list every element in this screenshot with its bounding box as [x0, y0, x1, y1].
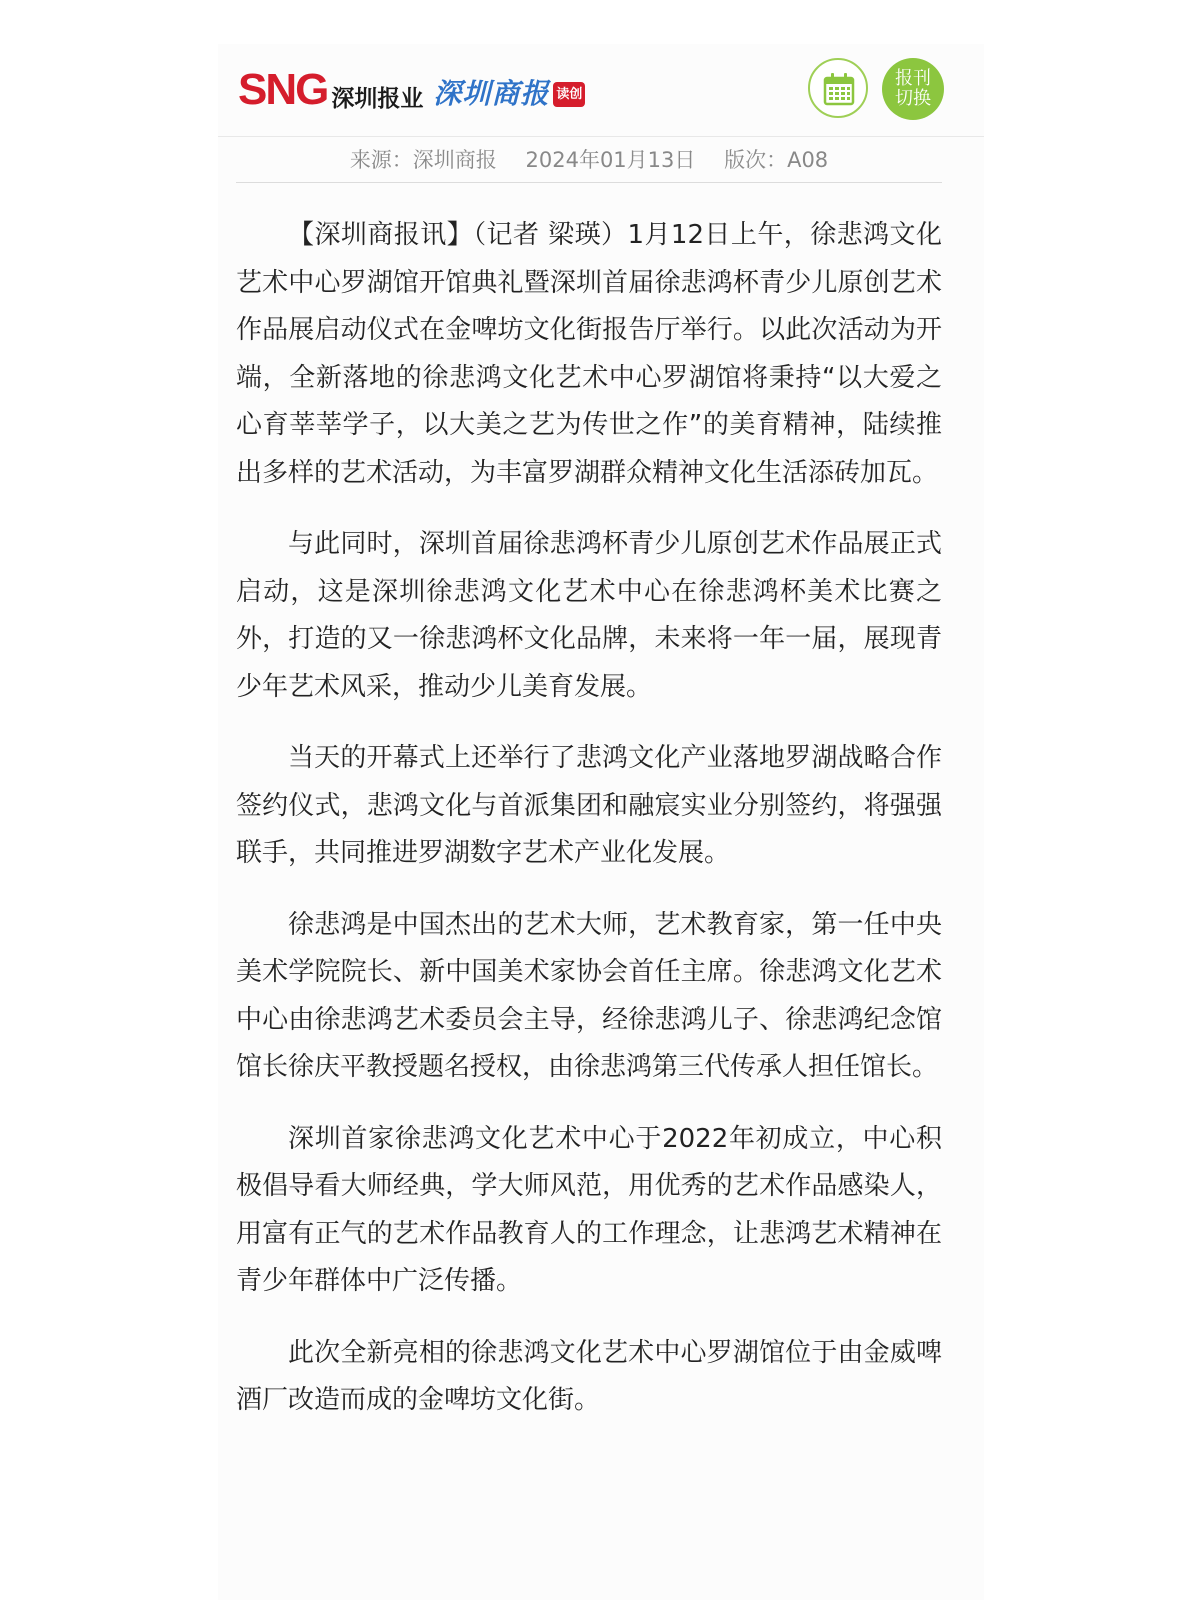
article-body: [236, 212, 942, 1449]
meta-page: 版次：A08: [724, 148, 829, 172]
article-paragraph: 徐悲鸿是中国杰出的艺术大师，艺术教育家，第一任中央美术学院院长、新中国美术家协会首任主席。徐悲鸿文化艺术中心由徐悲鸿艺术委员会主导，经徐悲鸿儿子、徐悲鸿纪念馆馆长徐庆平教授题名授权，由徐悲鸿第三代传承人担任馆长。: [236, 909, 942, 1082]
article-paragraph: 深圳首家徐悲鸿文化艺术中心于2022年初成立，中心积极倡导看大师经典，学大师风范，用优秀的艺术作品感染人，用富有正气的艺术作品教育人的工作理念，让悲鸿艺术精神在青少年群体中广泛传播。: [236, 1123, 942, 1296]
article-paragraph: 【深圳商报讯】（记者 梁瑛）1月12日上午，徐悲鸿文化艺术中心罗湖馆开馆典礼暨深圳首届徐悲鸿杯青少儿原创艺术作品展启动仪式在金啤坊文化街报告厅举行。以此次活动为开端，全新落地的徐悲鸿文化艺术中心罗湖馆将秉持“以大爱之心育莘莘学子，以大美之艺为传世之作”的美育精神，陆续推出多样的艺术活动，为丰富罗湖群众精神文化生活添砖加瓦。: [236, 220, 942, 488]
sng-logo[interactable]: [238, 64, 585, 116]
header: [218, 44, 984, 137]
switch-label-line2: 切换: [895, 88, 931, 109]
article-container: [218, 44, 984, 1600]
logo-tag: 读创: [553, 82, 585, 107]
calendar-button[interactable]: [808, 58, 868, 118]
logo-sng-text: SNG: [238, 65, 328, 114]
article-paragraph: 与此同时，深圳首届徐悲鸿杯青少儿原创艺术作品展正式启动，这是深圳徐悲鸿文化艺术中心在徐悲鸿杯美术比赛之外，打造的又一徐悲鸿杯文化品牌，未来将一年一届，展现青少年艺术风采，推动少儿美育发展。: [236, 529, 942, 702]
logo-paper-name: 深圳商报: [433, 77, 550, 110]
calendar-icon: [823, 72, 855, 106]
article-paragraph: 此次全新亮相的徐悲鸿文化艺术中心罗湖馆位于由金威啤酒厂改造而成的金啤坊文化街。: [236, 1337, 942, 1415]
article-meta: [236, 142, 942, 183]
meta-source: 来源：深圳商报: [349, 148, 497, 172]
left-margin: [0, 0, 218, 1600]
switch-label-line1: 报刊: [895, 68, 931, 89]
newspaper-switch-button[interactable]: [882, 58, 944, 120]
article-paragraph: 当天的开幕式上还举行了悲鸿文化产业落地罗湖战略合作签约仪式，悲鸿文化与首派集团和融宸实业分别签约，将强强联手，共同推进罗湖数字艺术产业化发展。: [236, 743, 942, 868]
logo-group-name: 深圳报业: [331, 85, 424, 112]
meta-date: 2024年01月13日: [525, 148, 696, 172]
right-margin: [982, 0, 1200, 1600]
